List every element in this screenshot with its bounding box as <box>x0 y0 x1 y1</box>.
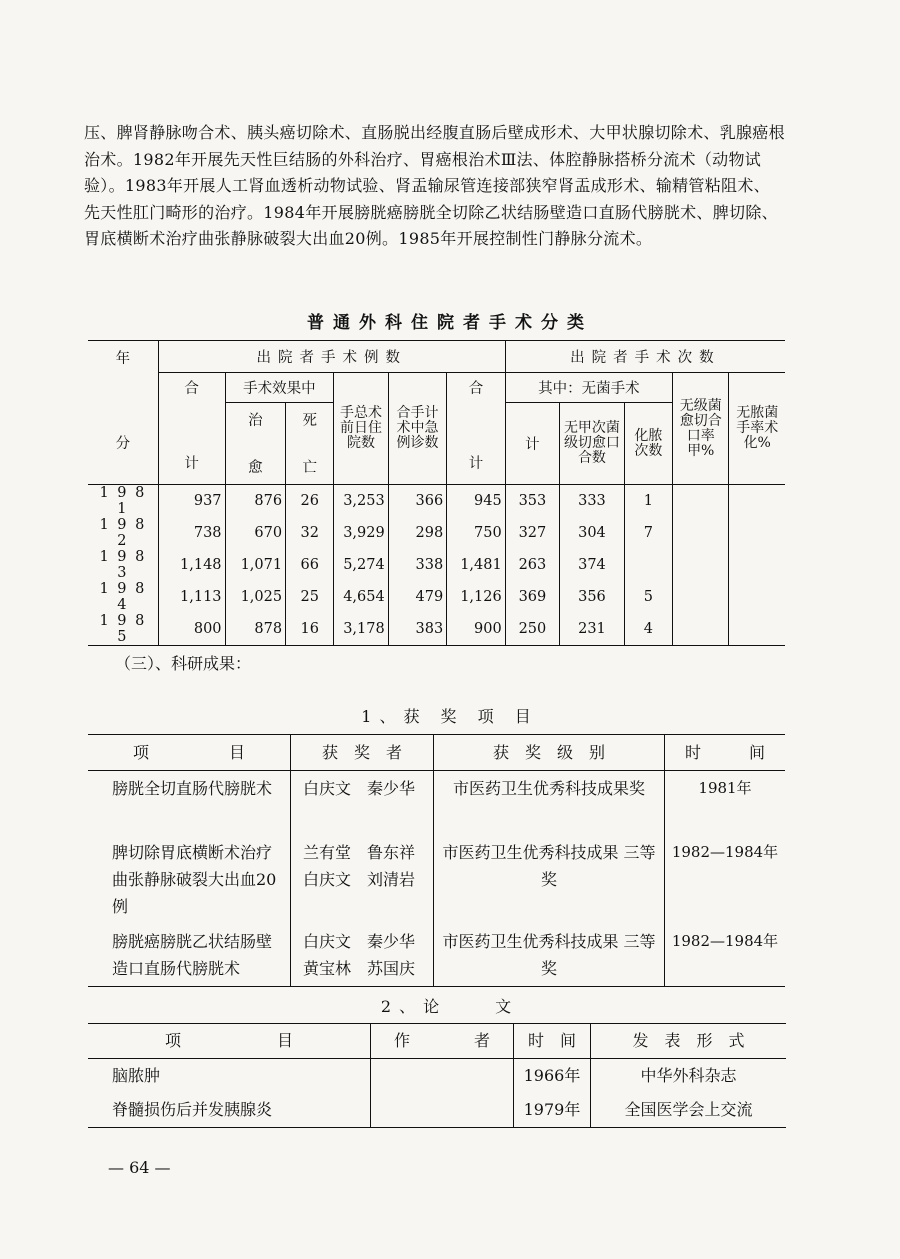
papers-header-author: 作 者 <box>371 1024 514 1059</box>
table-row <box>88 613 785 646</box>
paper-cell-form: 中华外科杂志 <box>591 1059 787 1094</box>
header-cases: 出院者手术例数 <box>158 341 505 373</box>
cell-cured: 878 <box>225 613 286 646</box>
cell-total: 1,113 <box>158 581 225 613</box>
paper-cell-form: 全国医学会上交流 <box>591 1093 787 1128</box>
paper-cell-time: 1979年 <box>514 1093 591 1128</box>
cell-total: 738 <box>158 517 225 549</box>
cell-aseptic: 327 <box>505 517 559 549</box>
award-cell-project: 膀胱癌膀胱乙状结肠壁造口直肠代膀胱术 <box>112 931 273 978</box>
cell-r1 <box>673 517 729 549</box>
papers-header-time: 时 间 <box>514 1024 591 1059</box>
paper-cell-author <box>371 1059 514 1094</box>
papers-header-project: 项 目 <box>164 1031 293 1050</box>
award-cell-time: 1982—1984年 <box>665 835 786 924</box>
header-times: 出院者手术次数 <box>505 341 785 373</box>
intro-paragraph: 压、脾肾静脉吻合术、胰头癌切除术、直肠脱出经腹直肠后壁成形术、大甲状腺切除术、乳腺癌根治术。1982年开展先天性巨结肠的外科治疗、胃癌根治术Ⅲ法、体腔静脉搭桥分流术（动物试验）。1983年开展人工肾血透析动物试验、肾盂输尿管连接部狭窄肾盂成形术、输精管粘阻术、先天性肛门畸形的治疗。1984年开展膀胱癌膀胱全切除乙状结肠壁造口直肠代膀胱术、脾切除、胃底横断术治疗曲张静脉破裂大出血20例。1985年开展控制性门静脉分流术。 <box>84 123 785 248</box>
cell-r1 <box>673 549 729 581</box>
header-year-top: 年 <box>115 351 131 367</box>
cell-r2 <box>729 613 785 646</box>
award-cell-project: 脾切除胃底横断术治疗曲张静脉破裂大出血20例 <box>112 842 277 916</box>
header-cured-top: 治 <box>248 413 263 429</box>
award-cell-winners: 兰有堂 鲁东祥 白庆文 刘清岩 <box>291 835 434 924</box>
cell-total: 937 <box>158 485 225 518</box>
cell-preop: 3,178 <box>334 613 388 646</box>
cell-total: 800 <box>158 613 225 646</box>
cell-aseptic: 263 <box>505 549 559 581</box>
header-rate-a: 无级菌愈切合口率甲% <box>673 373 729 485</box>
cell-r2 <box>729 485 785 518</box>
cell-suppur: 5 <box>624 581 672 613</box>
table-row <box>88 771 785 835</box>
header-times-total-bottom: 计 <box>468 456 484 472</box>
header-aseptic-total: 计 <box>505 403 559 485</box>
surgery-classification-table <box>88 340 785 646</box>
awards-table <box>88 734 785 987</box>
header-cured-bottom: 愈 <box>248 460 263 476</box>
cell-t_total: 1,481 <box>447 549 506 581</box>
cell-dead: 66 <box>286 549 334 581</box>
cell-aseptic: 353 <box>505 485 559 518</box>
table-row <box>88 581 785 613</box>
papers-table <box>88 1023 786 1128</box>
header-times-total-top: 合 <box>468 381 484 397</box>
cell-dead: 25 <box>286 581 334 613</box>
table-row <box>88 1059 786 1094</box>
header-preop-days: 手总术前日住院数 <box>334 373 388 485</box>
cell-preop: 4,654 <box>334 581 388 613</box>
header-emergency: 合手计术中急例诊数 <box>388 373 447 485</box>
table-row <box>88 517 785 549</box>
header-aseptic-grade-a: 无甲次菌级切愈口合数 <box>560 403 625 485</box>
cell-dead: 16 <box>286 613 334 646</box>
header-effect: 手术效果中 <box>225 373 334 403</box>
cell-suppur <box>624 549 672 581</box>
award-cell-level: 市医药卫生优秀科技成果 三等奖 <box>434 835 665 924</box>
table-row <box>88 924 785 987</box>
cell-r1 <box>673 485 729 518</box>
header-dead-bottom: 亡 <box>302 460 317 476</box>
header-suppuration: 化脓次数 <box>624 403 672 485</box>
cell-year: 1 9 8 5 <box>99 613 147 645</box>
cell-r2 <box>729 517 785 549</box>
paper-cell-time: 1966年 <box>514 1059 591 1094</box>
header-total-top: 合 <box>184 381 199 397</box>
awards-header-level: 获 奖 级 别 <box>434 735 665 771</box>
cell-preop: 3,253 <box>334 485 388 518</box>
awards-header-winners: 获 奖 者 <box>291 735 434 771</box>
papers-header-form: 发 表 形 式 <box>591 1024 787 1059</box>
paper-cell-project: 脊髓损伤后并发胰腺炎 <box>112 1100 273 1119</box>
cell-emerg: 338 <box>388 549 447 581</box>
cell-cured: 1,025 <box>225 581 286 613</box>
header-aseptic: 其中：无菌手术 <box>505 373 672 403</box>
cell-cured: 876 <box>225 485 286 518</box>
header-dead-top: 死 <box>302 413 317 429</box>
header-year-bottom: 分 <box>115 436 131 452</box>
cell-r2 <box>729 549 785 581</box>
cell-preop: 5,274 <box>334 549 388 581</box>
cell-year: 1 9 8 2 <box>99 517 147 549</box>
papers-title: 2、论 文 <box>380 997 520 1016</box>
cell-emerg: 366 <box>388 485 447 518</box>
table-row <box>88 549 785 581</box>
award-cell-project: 膀胱全切直肠代膀胱术 <box>112 779 273 798</box>
cell-a_grade: 231 <box>560 613 625 646</box>
cell-r1 <box>673 613 729 646</box>
cell-emerg: 479 <box>388 581 447 613</box>
cell-t_total: 1,126 <box>447 581 506 613</box>
cell-dead: 32 <box>286 517 334 549</box>
cell-cured: 1,071 <box>225 549 286 581</box>
cell-suppur: 1 <box>624 485 672 518</box>
award-cell-level: 市医药卫生优秀科技成果 三等奖 <box>434 924 665 987</box>
table-row <box>88 835 785 924</box>
cell-a_grade: 304 <box>560 517 625 549</box>
awards-header-time: 时 间 <box>665 735 786 771</box>
cell-cured: 670 <box>225 517 286 549</box>
paper-cell-project: 脑脓肿 <box>112 1066 161 1085</box>
award-cell-winners: 白庆文 秦少华 <box>291 771 434 835</box>
cell-year: 1 9 8 3 <box>99 549 147 581</box>
table-row <box>88 1093 786 1128</box>
cell-a_grade: 374 <box>560 549 625 581</box>
cell-emerg: 298 <box>388 517 447 549</box>
cell-t_total: 750 <box>447 517 506 549</box>
cell-total: 1,148 <box>158 549 225 581</box>
section-heading: （三）、科研成果： <box>115 654 252 673</box>
cell-t_total: 945 <box>447 485 506 518</box>
cell-year: 1 9 8 4 <box>99 581 147 613</box>
table-row <box>88 485 785 518</box>
award-cell-time: 1982—1984年 <box>665 924 786 987</box>
table1-title: 普通外科住院者手术分类 <box>307 313 593 333</box>
cell-year: 1 9 8 1 <box>99 485 147 517</box>
cell-suppur: 7 <box>624 517 672 549</box>
cell-a_grade: 333 <box>560 485 625 518</box>
cell-r2 <box>729 581 785 613</box>
award-cell-time: 1981年 <box>665 771 786 835</box>
awards-header-project: 项 目 <box>132 743 245 762</box>
cell-suppur: 4 <box>624 613 672 646</box>
page-number: — 64 — <box>108 1158 171 1177</box>
award-cell-level: 市医药卫生优秀科技成果奖 <box>434 771 665 835</box>
paper-cell-author <box>371 1093 514 1128</box>
cell-dead: 26 <box>286 485 334 518</box>
cell-preop: 3,929 <box>334 517 388 549</box>
cell-a_grade: 356 <box>560 581 625 613</box>
cell-emerg: 383 <box>388 613 447 646</box>
cell-t_total: 900 <box>447 613 506 646</box>
awards-title: 1、获 奖 项 目 <box>361 707 539 726</box>
header-total-bottom: 计 <box>184 456 199 472</box>
header-rate-b: 无脓菌手率术化% <box>729 373 785 485</box>
cell-aseptic: 250 <box>505 613 559 646</box>
cell-aseptic: 369 <box>505 581 559 613</box>
award-cell-winners: 白庆文 秦少华 黄宝林 苏国庆 <box>291 924 434 987</box>
cell-r1 <box>673 581 729 613</box>
